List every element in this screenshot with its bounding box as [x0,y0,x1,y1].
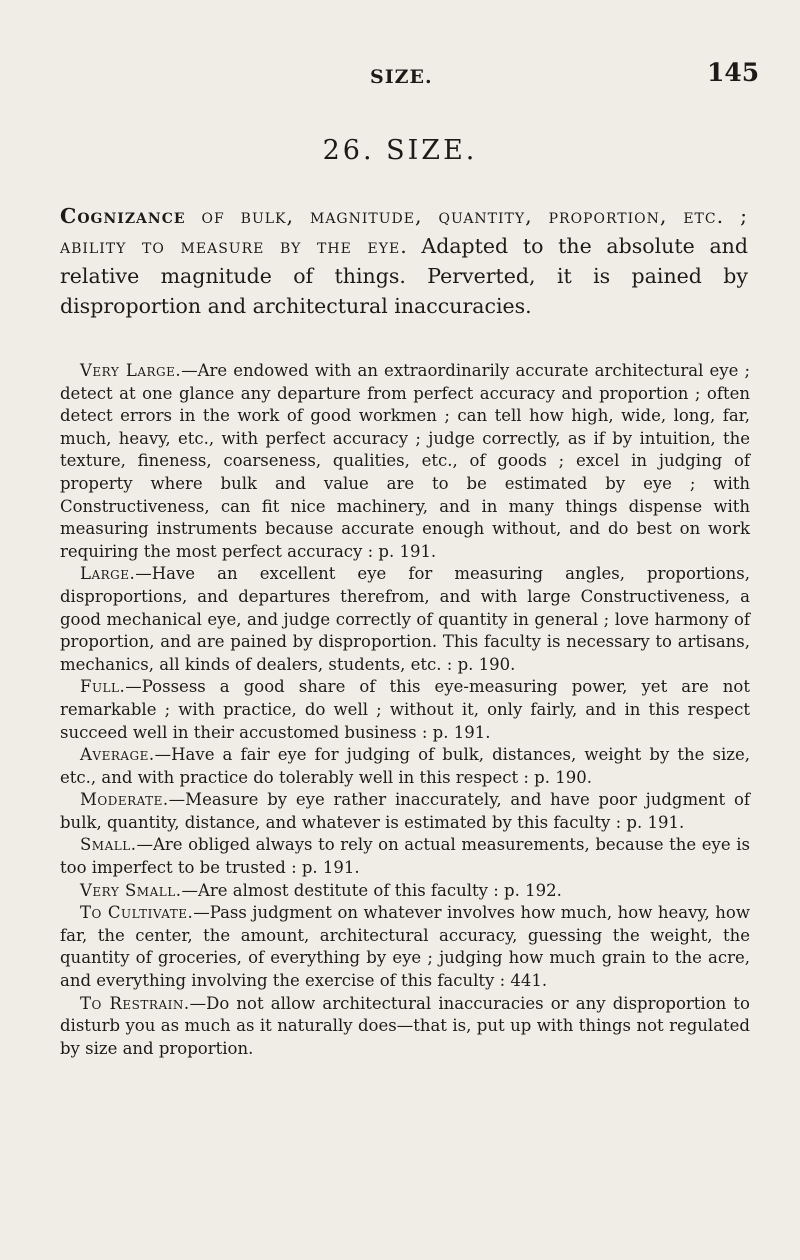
entry-very-small [60,880,750,903]
entry-to-cultivate [60,902,750,992]
entry-label: Full. [80,677,126,697]
intro-paragraph [60,201,748,321]
entry-label: To Restrain. [80,993,190,1013]
entry-very-large [60,360,750,563]
entry-text: —Have an excellent eye for measuring angles, proportions, disproportions, and departures therefrom, and with large Constructiveness, a good mechanical eye, and judge correctly of quantity in general ; love harmony of proportion, and are pained by disproportion. This faculty is necessary to artisans, mechanics, all kinds of dealers, students, etc. : p. 190. [60,564,750,674]
entry-text: —Are endowed with an extraordinarily accurate architectural eye ; detect at one glance any departure from perfect accuracy and proportion ; often detect errors in the work of good workmen ; can tell how high, wide, long, far, much, heavy, etc., with perfect accuracy ; judge correctly, as if by intuition, the texture, fineness, coarseness, qualities, etc., of goods ; excel in judging of property where bulk and value are to be estimated by eye ; with Constructiveness, can fit nice machinery, and in many things dispense with measuring instruments because accurate enough without, and do best on work requiring the most perfect accuracy : p. 191. [60,361,750,561]
entry-text: —Possess a good share of this eye-measuring power, yet are not remarkable ; with practice, do well ; without it, only fairly, and in this respect succeed well in their accustomed business : p. 191. [60,677,750,742]
section-heading: 26. SIZE. [322,135,478,166]
entry-small [60,834,750,879]
intro-text-1: of bulk, magnitude, quantity, proportion, etc. ; ability to measure by the [60,203,748,258]
entry-text: —Pass judgment on whatever involves how much, how heavy, how far, the center, the amount, architectural accuracy, guessing the weight, the quantity of groceries, of everything by eye ; judging how much grain to the acre, and everything involving the exercise of this faculty : 441. [60,903,750,991]
entry-label: Very Small. [80,880,182,900]
entries-list [60,360,750,1060]
running-head: SIZE. [370,66,433,88]
entry-moderate [60,789,750,834]
entry-label: Small. [80,835,137,855]
intro-lead: Cognizance [60,203,186,228]
entry-label: Moderate. [80,790,169,810]
entry-label: To Cultivate. [80,903,194,923]
entry-large [60,563,750,676]
entry-full [60,676,750,744]
entry-label: Very Large. [80,361,182,380]
entry-text: —Do not allow architectural inaccuracies or any disproportion to disturb you as much as it naturally does—that is, put up with things not regulated by size and proportion. [60,993,750,1058]
entry-text: —Have a fair eye for judging of bulk, distances, weight by the size, etc., and with practice do tolerably well in this respect : p. 190. [60,745,750,787]
entry-text: —Measure by eye rather inaccurately, and have poor judgment of bulk, quantity, distance, and whatever is estimated by this faculty : p. 191. [60,790,750,832]
intro-eye-word: eye [367,233,401,258]
page-number: 145 [707,58,760,87]
entry-label: Average. [80,745,155,765]
entry-average [60,744,750,789]
entry-to-restrain [60,993,750,1061]
entry-text: —Are obliged always to rely on actual measurements, because the eye is too imperfect to be trusted : p. 191. [60,835,750,878]
entry-label: Large. [80,564,136,584]
intro-text-2: . Adapted to the absolute and relative magnitude of things. Perverted, it is pained by disproportion and architectural inaccuracies. [60,233,748,318]
entry-text: —Are almost destitute of this faculty : p. 192. [181,880,562,900]
